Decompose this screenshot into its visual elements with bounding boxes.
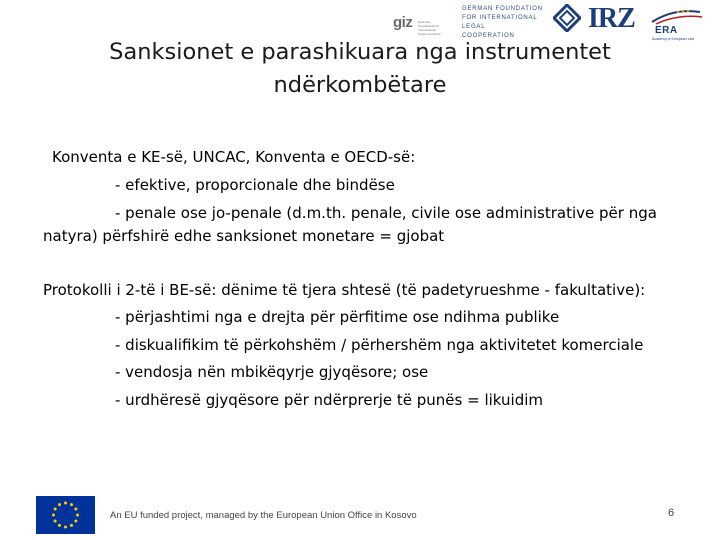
eu-star-icon xyxy=(76,514,79,517)
body-line: natyra) përfshirë edhe sanksionet monetare = gjobat xyxy=(43,227,445,245)
slide-title-line-2: ndërkombëtare xyxy=(273,72,447,98)
body-line: - vendosja nën mbikëqyrje gjyqësore; ose xyxy=(115,363,429,381)
eu-star-icon xyxy=(74,508,77,511)
giz-logo: giz xyxy=(393,14,413,31)
footer-text: An EU funded project, managed by the European Union Office in Kosovo xyxy=(110,510,417,521)
irz-logo: IRZ xyxy=(588,3,635,34)
eu-star-icon xyxy=(64,526,67,529)
eu-star-icon xyxy=(74,520,77,523)
irz-diamond-icon xyxy=(553,4,581,32)
eu-star-icon xyxy=(54,520,57,523)
eu-star-icon xyxy=(70,524,73,527)
body-line: - efektive, proporcionale dhe bindëse xyxy=(115,176,395,194)
body-line: - penale ose jo-penale (d.m.th. penale, civile ose administrative për nga xyxy=(115,204,657,222)
era-swoosh-icon xyxy=(648,6,704,26)
eu-star-icon xyxy=(64,502,67,505)
eu-star-icon xyxy=(70,503,73,506)
eu-star-icon xyxy=(58,503,61,506)
body-line: - diskualifikim të përkohshëm / përhershëm nga aktivitetet komerciale xyxy=(115,336,644,354)
body-line: - urdhëresë gjyqësore për ndërprerje të punës = likuidim xyxy=(115,391,543,409)
body-line: Konventa e KE-së, UNCAC, Konventa e OECD-së: xyxy=(52,148,416,166)
body-line: Protokolli i 2-të i BE-së: dënime të tjera shtesë (të padetyrueshme - fakultative): xyxy=(43,281,646,299)
era-logo: ERA xyxy=(655,25,678,36)
era-logo-subtext: Academy of European Law xyxy=(652,37,695,41)
eu-flag-icon xyxy=(36,496,95,534)
body-line: - përjashtimi nga e drejta për përfitime ose ndihma publike xyxy=(115,308,560,326)
eu-star-icon xyxy=(58,524,61,527)
giz-logo-subtext: Deutsche Gesellschaft für Internationale Zusammenarbeit xyxy=(418,20,441,36)
slide-title xyxy=(90,36,630,102)
page-number: 6 xyxy=(668,507,675,519)
eu-star-icon xyxy=(52,514,55,517)
foundation-logo-text: GERMAN FOUNDATION FOR INTERNATIONAL LEGAL COOPERATION xyxy=(462,6,543,39)
eu-star-icon xyxy=(54,508,57,511)
slide-title-line-1: Sanksionet e parashikuara nga instrumentet xyxy=(109,39,611,65)
